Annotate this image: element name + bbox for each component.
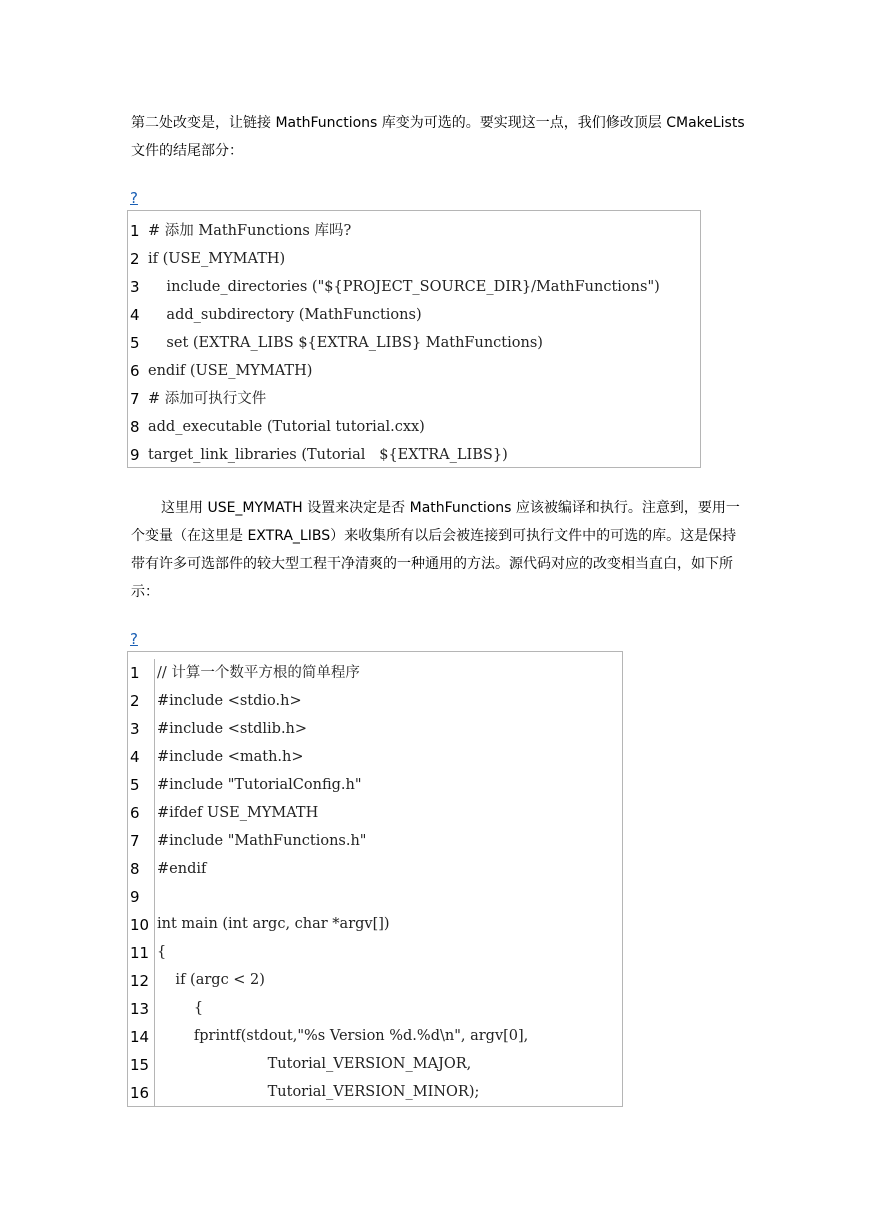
line-number: 10 (130, 916, 150, 934)
line-number: 11 (130, 944, 150, 962)
code-line: fprintf(stdout,"%s Version %d.%d\n", argv[0], (157, 1028, 529, 1044)
c-code-block (127, 651, 623, 1107)
code-line (157, 883, 528, 910)
line-number: 3 (130, 720, 140, 738)
code-line: # 添加可执行文件 (148, 391, 267, 407)
code-line: #include <stdlib.h> (157, 721, 308, 737)
line-number: 3 (130, 278, 140, 296)
code-line: if (USE_MYMATH) (148, 251, 286, 267)
code-line: int main (int argc, char *argv[]) (157, 916, 390, 932)
view-source-link[interactable]: ? (130, 189, 138, 207)
code-line: add_subdirectory (MathFunctions) (148, 307, 422, 323)
intro-paragraph: 第二处改变是，让链接 MathFunctions 库变为可选的。要实现这一点，我们修改顶层 CMakeLists 文件的结尾部分： (131, 115, 745, 159)
line-number: 15 (130, 1056, 150, 1074)
line-number: 5 (130, 776, 140, 794)
line-number: 6 (130, 362, 140, 380)
code-line: { (157, 1000, 204, 1016)
line-number: 16 (130, 1084, 150, 1102)
line-number: 1 (130, 664, 140, 682)
line-number: 12 (130, 972, 150, 990)
line-number: 1 (130, 222, 140, 240)
code-line: target_link_libraries (Tutorial ${EXTRA_LIBS}) (148, 447, 508, 463)
line-number-gutter (128, 659, 155, 1106)
cmake-code-block (127, 210, 701, 468)
line-number: 9 (130, 888, 140, 906)
line-number: 8 (130, 418, 140, 436)
line-number: 6 (130, 804, 140, 822)
view-source-link[interactable]: ? (130, 630, 138, 648)
line-number: 2 (130, 692, 140, 710)
code-line: #include "TutorialConfig.h" (157, 777, 362, 793)
code-line: #endif (157, 861, 207, 877)
line-number-gutter (128, 217, 148, 467)
line-number: 14 (130, 1028, 150, 1046)
code-line: Tutorial_VERSION_MAJOR, (157, 1056, 472, 1072)
code-line: Tutorial_VERSION_MINOR); (157, 1084, 480, 1100)
code-line: #ifdef USE_MYMATH (157, 805, 319, 821)
code-line: include_directories ("${PROJECT_SOURCE_DIR}/MathFunctions") (148, 279, 660, 295)
code-lines (148, 217, 660, 467)
explanation-paragraph: 这里用 USE_MYMATH 设置来决定是否 MathFunctions 应该被编译和执行。注意到，要用一个变量（在这里是 EXTRA_LIBS）来收集所有以后会被连接到可执行文件中的可选的库。这是保持带有许多可选部件的较大型工程干净清爽的一种通用的方法。源代码对应的改变相当直白，如下所示： (131, 500, 740, 600)
code-line: #include <math.h> (157, 749, 304, 765)
line-number: 2 (130, 250, 140, 268)
line-number: 13 (130, 1000, 150, 1018)
code-lines (155, 659, 528, 1106)
line-number: 9 (130, 446, 140, 464)
line-number: 8 (130, 860, 140, 878)
code-line: endif (USE_MYMATH) (148, 363, 313, 379)
line-number: 4 (130, 306, 140, 324)
line-number: 7 (130, 390, 140, 408)
code-line: { (157, 944, 167, 960)
code-line: #include <stdio.h> (157, 693, 302, 709)
code-line: # 添加 MathFunctions 库吗? (148, 223, 352, 239)
line-number: 4 (130, 748, 140, 766)
line-number: 7 (130, 832, 140, 850)
code-line: add_executable (Tutorial tutorial.cxx) (148, 419, 425, 435)
code-line: set (EXTRA_LIBS ${EXTRA_LIBS} MathFunctions) (148, 335, 543, 351)
code-line: #include "MathFunctions.h" (157, 833, 367, 849)
code-line: // 计算一个数平方根的简单程序 (157, 665, 360, 681)
code-line: if (argc < 2) (157, 972, 265, 988)
line-number: 5 (130, 334, 140, 352)
